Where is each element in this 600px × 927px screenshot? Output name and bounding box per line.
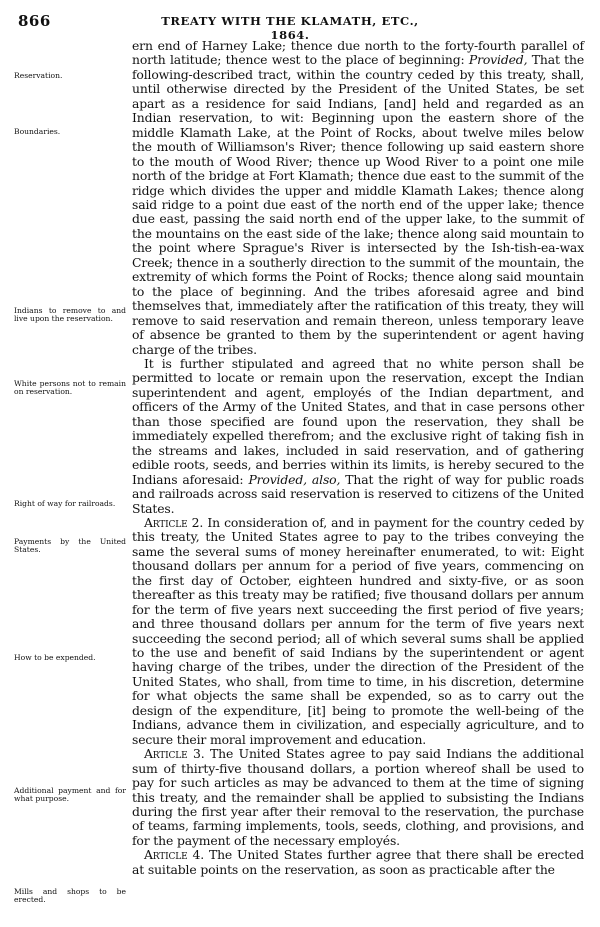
margin-notes xyxy=(0,0,130,927)
provided-italic: Provided, xyxy=(468,52,528,68)
text-span: The United States further agree that there shall be erected at suitable points on the reservation, as soon as practicable after the xyxy=(132,847,584,877)
paragraph-white-persons xyxy=(132,357,584,516)
text-span: It is further stipulated and agreed that no white person shall be permitted to locate or remain upon the reservation, except the Indian superintendent and agent, employés of the Indian department, and officers of the Army of the United States, and that in case persons other than those specified are found upon the reservation, they shall be immediately expelled therefrom; and the exclusive right of taking fish in the streams and lakes, included in said reservation, and of gathering edible roots, seeds, and berries within its limits, is hereby secured to the Indians aforesaid: xyxy=(132,355,584,487)
margin-note-right-of-way: Right of way for railroads. xyxy=(14,499,116,508)
text-span: That the following-described tract, within the country ceded by this treaty, shall, until otherwise directed by the President of the United States, be set apart as a residence for said Indians, [and] held and regarded as an Indian reservation, to wit: Beginning upon the eastern shore of the middle Klamath Lake, at the Point of Rocks, about twelve miles below the mouth of Williamson's River; thence following up said eastern shore to the mouth of Wood River; thence up Wood River to a point one mile north of the bridge at Fort Klamath; thence due east to the summit of the ridge which divides the upper and middle Klamath Lakes; thence along said ridge to a point due east of the north end of the upper lake; thence due east, passing the said north end of the upper lake, to the summit of the mountains on the east side of the lake; thence along said mountain to the point where Sprague's River is intersected by the Ish-tish-ea-wax Creek; thence in a southerly direction to the summit of the mountain, the extremity of which forms the Point of Rocks; thence along said mountain to the place of beginning. And the tribes aforesaid agree and bind themselves that, immediately after the ratification of this treaty, they will remove to said reservation and remain thereon, unless temporary leave of absence be granted to them by the superintendent or agent having charge of the tribes. xyxy=(132,52,584,357)
margin-note-additional-payment: Additional payment and for what purpose. xyxy=(14,786,126,804)
margin-note-boundaries: Boundaries. xyxy=(14,127,61,136)
article-4-label: Article 4. xyxy=(144,847,204,863)
text-span: The United States agree to pay said Indians the additional sum of thirty-five thousand dollars, a portion whereof shall be used to pay for such articles as may be advanced to them at the time of signing this treaty, and the remainder shall be applied to subsisting the Indians during the first year after their removal to the reservation, the purchase of teams, farming implements, tools, seeds, clothing, and provisions, and for the payment of the necessary employés. xyxy=(132,746,584,848)
page-number: 866 xyxy=(18,12,51,30)
paragraph-article-3 xyxy=(132,747,584,848)
provided-also-italic: Provided, also, xyxy=(248,471,341,487)
paragraph-reservation xyxy=(132,39,584,357)
text-span: In consideration of, and in payment for the country ceded by this treaty, the United States agree to pay to the tribes conveying the same the several sums of money hereinafter enumerated, to wit: Eight thousand dollars per annum for a period of five years, commencing on the first day of October, eighteen hundred and sixty-five, or as soon thereafter as this treaty may be ratified; five thousand dollars per annum for the term of five years next succeeding the first period of five years; and three thousand dollars per annum for the term of five years next succeeding the second period; all of which several sums shall be applied to the use and benefit of said Indians by the superintendent or agent having charge of the tribes, under the direction of the President of the United States, who shall, from time to time, in his discretion, determine for what objects the same shall be expended, so as to carry out the design of the expenditure, [it] being to promote the well-being of the Indians, advance them in civilization, and especially agriculture, and to secure their moral improvement and education. xyxy=(132,514,584,747)
paragraph-article-4 xyxy=(132,848,584,877)
margin-note-mills-shops: Mills and shops to be erected. xyxy=(14,887,126,905)
text-span: ern end of Harney Lake; thence due north to the forty-fourth parallel of north latitude; thence west to the place of beginning: xyxy=(132,38,584,68)
paragraph-article-2 xyxy=(132,516,584,747)
margin-note-white-persons: White persons not to remain on reservation. xyxy=(14,379,126,397)
margin-note-indians-to-remove: Indians to remove to and live upon the reservation. xyxy=(14,306,126,324)
margin-note-how-expended: How to be expended. xyxy=(14,653,96,662)
article-3-label: Article 3. xyxy=(144,746,205,762)
article-2-label: Article 2. xyxy=(144,514,204,530)
margin-note-payments: Payments by the United States. xyxy=(14,537,126,555)
margin-note-reservation: Reservation. xyxy=(14,71,63,80)
treaty-body-text xyxy=(132,39,584,877)
running-title: TREATY WITH THE KLAMATH, ETC., 1864. xyxy=(161,14,419,42)
text-span: That the right of way for public roads and railroads across said reservation is reserved to citizens of the United States. xyxy=(132,471,584,516)
